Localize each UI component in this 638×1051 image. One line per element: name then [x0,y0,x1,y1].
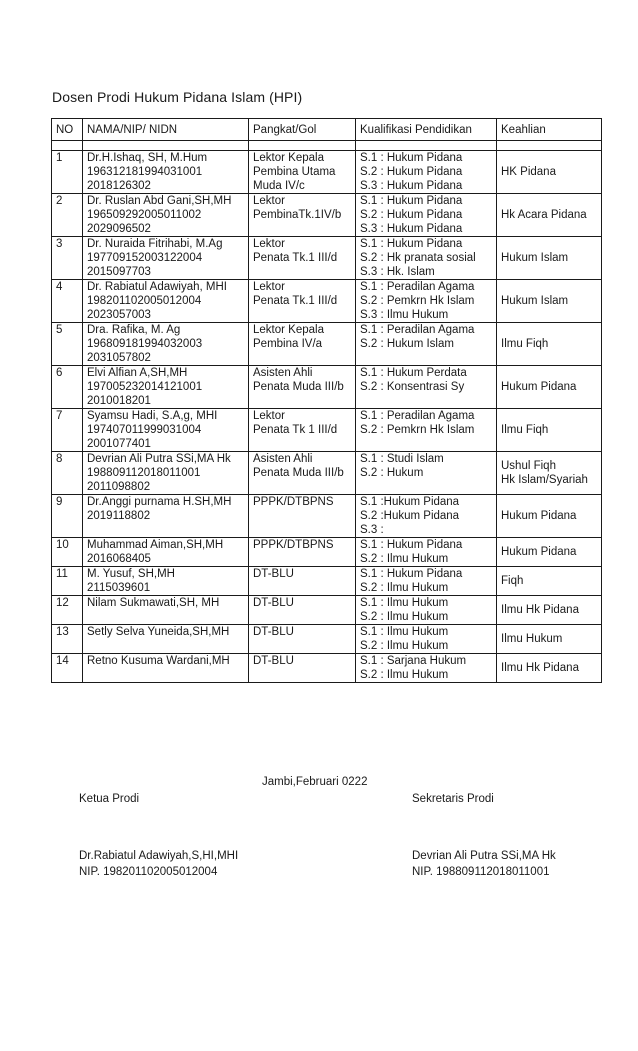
cell-nama [83,237,249,280]
cell-kualifikasi-line: S.2 : Ilmu Hukum [360,582,449,594]
cell-nama-line: 2010018201 [87,395,151,407]
table-row [52,452,602,495]
cell-kualifikasi-line: S.1 : Hukum Pidana [360,238,463,250]
cell-pangkat-line: DT-BLU [253,655,294,667]
cell-kualifikasi [356,452,497,495]
cell-keahlian [497,237,602,280]
cell-pangkat-line: Lektor [253,281,285,293]
cell-no: 7 [52,409,83,452]
cell-nama-line: 2018126302 [87,180,151,192]
header-spacer-row [52,141,602,151]
cell-keahlian-line: Hukum Islam [501,252,569,264]
cell-nama-line: Dra. Rafika, M. Ag [87,324,181,336]
cell-pangkat [249,366,356,409]
cell-nama [83,409,249,452]
cell-kualifikasi [356,596,497,625]
cell-keahlian-line: Ilmu Hk Pidana [501,662,579,674]
signature-right-name: Devrian Ali Putra SSi,MA Hk [412,850,556,862]
cell-kualifikasi-line: S.3 : Ilmu Hukum [360,309,449,321]
cell-pangkat [249,194,356,237]
table-row [52,654,602,683]
cell-kualifikasi [356,654,497,683]
cell-keahlian [497,625,602,654]
cell-kualifikasi-line: S.1 : Hukum Pidana [360,195,463,207]
cell-nama-line: Dr.Anggi purnama H.SH,MH [87,496,232,508]
cell-kualifikasi-line: S.2 : Konsentrasi Sy [360,381,465,393]
cell-nama [83,538,249,567]
cell-nama-line: Setly Selva Yuneida,SH,MH [87,626,230,638]
cell-kualifikasi-line: S.2 : Ilmu Hukum [360,669,449,681]
cell-pangkat [249,323,356,366]
table-header-row [52,119,602,141]
cell-nama-line: Dr. Ruslan Abd Gani,SH,MH [87,195,232,207]
cell-pangkat-line: Penata Muda III/b [253,467,344,479]
cell-kualifikasi-line: S.1 : Sarjana Hukum [360,655,467,667]
cell-keahlian [497,151,602,194]
cell-keahlian [497,409,602,452]
cell-kualifikasi-line: S.2 : Ilmu Hukum [360,553,449,565]
cell-nama-line: Dr. Rabiatul Adawiyah, MHI [87,281,227,293]
cell-kualifikasi-line: S.1 : Hukum Pidana [360,152,463,164]
signature-right-role: Sekretaris Prodi [412,793,494,805]
cell-kualifikasi-line: S.1 : Hukum Perdata [360,367,467,379]
cell-keahlian-line: HK Pidana [501,166,556,178]
cell-pangkat-line: Muda IV/c [253,180,305,192]
cell-pangkat [249,409,356,452]
cell-keahlian-line: Ilmu Hk Pidana [501,604,579,616]
cell-no: 9 [52,495,83,538]
cell-pangkat [249,280,356,323]
table-row [52,538,602,567]
cell-pangkat-line: PPPK/DTBPNS [253,539,334,551]
cell-keahlian [497,654,602,683]
cell-nama-line: 196509292005011002 [87,209,202,221]
cell-nama [83,567,249,596]
cell-no: 12 [52,596,83,625]
col-header-keahlian: Keahlian [497,119,602,141]
cell-nama-line: 2023057003 [87,309,151,321]
cell-nama-line: Dr.H.Ishaq, SH, M.Hum [87,152,208,164]
cell-nama [83,654,249,683]
cell-kualifikasi [356,409,497,452]
cell-kualifikasi [356,366,497,409]
cell-nama [83,194,249,237]
cell-nama-line: 198809112018011001 [87,467,201,479]
cell-pangkat-line: Penata Muda III/b [253,381,344,393]
cell-keahlian-line: Hukum Pidana [501,510,577,522]
cell-kualifikasi-line: S.2 : Pemkrn Hk Islam [360,424,475,436]
cell-nama [83,625,249,654]
cell-kualifikasi-line: S.1 : Ilmu Hukum [360,597,449,609]
cell-kualifikasi-line: S.3 : [360,524,384,536]
cell-kualifikasi-line: S.1 : Hukum Pidana [360,568,463,580]
cell-nama [83,280,249,323]
cell-nama-line: 2115039601 [87,582,151,594]
cell-kualifikasi [356,625,497,654]
document-title: Dosen Prodi Hukum Pidana Islam (HPI) [52,89,303,105]
cell-kualifikasi-line: S.2 : Hukum Pidana [360,209,463,221]
cell-no: 6 [52,366,83,409]
cell-pangkat-line: Lektor [253,410,285,422]
cell-nama [83,151,249,194]
signature-left-name: Dr.Rabiatul Adawiyah,S,HI,MHI [79,850,239,862]
cell-no: 4 [52,280,83,323]
cell-keahlian-line: Ushul Fiqh [501,460,556,472]
cell-keahlian-line: Fiqh [501,575,524,587]
cell-pangkat [249,596,356,625]
table-row [52,495,602,538]
table-row [52,194,602,237]
cell-keahlian [497,194,602,237]
cell-nama-line: 2019118802 [87,510,151,522]
cell-no: 3 [52,237,83,280]
cell-nama [83,495,249,538]
table-row [52,280,602,323]
cell-kualifikasi-line: S.2 : Hukum [360,467,424,479]
cell-nama [83,366,249,409]
cell-nama-line: Retno Kusuma Wardani,MH [87,655,230,667]
cell-pangkat [249,538,356,567]
cell-pangkat-line: Pembina Utama [253,166,336,178]
cell-nama-line: 2029096502 [87,223,151,235]
cell-pangkat [249,625,356,654]
cell-kualifikasi-line: S.2 : Hukum Pidana [360,166,463,178]
cell-pangkat-line: Lektor [253,238,285,250]
cell-kualifikasi-line: S.1 : Hukum Pidana [360,539,463,551]
cell-nama [83,452,249,495]
col-header-pangkat: Pangkat/Gol [249,119,356,141]
cell-keahlian [497,323,602,366]
signature-left-nip: NIP. 198201102005012004 [79,866,218,878]
cell-nama-line: Muhammad Aiman,SH,MH [87,539,224,551]
cell-kualifikasi [356,538,497,567]
cell-kualifikasi [356,495,497,538]
cell-keahlian-line: Hukum Pidana [501,546,577,558]
cell-nama [83,323,249,366]
lecturer-table [51,118,602,683]
cell-no: 11 [52,567,83,596]
cell-keahlian [497,495,602,538]
cell-nama-line: 2011098802 [87,481,151,493]
cell-nama-line: 196809181994032003 [87,338,203,350]
cell-no: 10 [52,538,83,567]
cell-nama-line: Devrian Ali Putra SSi,MA Hk [87,453,231,465]
cell-no: 14 [52,654,83,683]
cell-pangkat-line: Penata Tk 1 III/d [253,424,338,436]
cell-pangkat-line: Lektor [253,195,285,207]
cell-kualifikasi-line: S.1 : Ilmu Hukum [360,626,449,638]
table-row [52,366,602,409]
table-row [52,323,602,366]
signature-place-date: Jambi,Februari 0222 [262,776,368,788]
cell-pangkat-line: PembinaTk.1IV/b [253,209,342,221]
col-header-no: NO [52,119,83,141]
cell-kualifikasi-line: S.1 : Peradilan Agama [360,281,475,293]
cell-pangkat-line: Penata Tk.1 III/d [253,295,338,307]
cell-pangkat-line: Pembina IV/a [253,338,323,350]
cell-kualifikasi-line: S.1 : Peradilan Agama [360,324,475,336]
cell-nama-line: 197407011999031004 [87,424,202,436]
cell-nama-line: 196312181994031001 [87,166,203,178]
cell-pangkat-line: DT-BLU [253,626,294,638]
cell-nama [83,596,249,625]
table-row [52,151,602,194]
cell-kualifikasi [356,237,497,280]
cell-keahlian-line: Ilmu Fiqh [501,424,549,436]
cell-nama-line: Elvi Alfian A,SH,MH [87,367,188,379]
cell-nama-line: 197709152003122004 [87,252,203,264]
cell-kualifikasi-line: S.2 : Ilmu Hukum [360,611,449,623]
cell-pangkat-line: Lektor Kepala [253,324,324,336]
cell-pangkat-line: Asisten Ahli [253,453,313,465]
cell-kualifikasi [356,280,497,323]
table-row [52,567,602,596]
cell-keahlian [497,538,602,567]
cell-no: 8 [52,452,83,495]
cell-keahlian-line: Hk Acara Pidana [501,209,587,221]
col-header-nama: NAMA/NIP/ NIDN [83,119,249,141]
table-row [52,237,602,280]
signature-right-nip: NIP. 198809112018011001 [412,866,550,878]
cell-kualifikasi-line: S.2 :Hukum Pidana [360,510,460,522]
cell-pangkat [249,567,356,596]
table-row [52,409,602,452]
cell-pangkat [249,654,356,683]
cell-pangkat-line: Lektor Kepala [253,152,324,164]
cell-nama-line: Syamsu Hadi, S.A,g, MHI [87,410,218,422]
cell-kualifikasi [356,194,497,237]
cell-pangkat-line: DT-BLU [253,568,294,580]
cell-no: 5 [52,323,83,366]
cell-pangkat [249,452,356,495]
cell-keahlian [497,567,602,596]
table-row [52,596,602,625]
cell-keahlian-line: Hk Islam/Syariah [501,474,588,486]
cell-kualifikasi [356,567,497,596]
cell-pangkat-line: PPPK/DTBPNS [253,496,334,508]
cell-nama-line: 2001077401 [87,438,151,450]
cell-keahlian [497,366,602,409]
cell-nama-line: Dr. Nuraida Fitrihabi, M.Ag [87,238,223,250]
signature-left-role: Ketua Prodi [79,793,140,805]
col-header-kualifikasi: Kualifikasi Pendidikan [356,119,497,141]
table-row [52,625,602,654]
cell-nama-line: 198201102005012004 [87,295,202,307]
cell-no: 13 [52,625,83,654]
cell-keahlian [497,452,602,495]
cell-kualifikasi-line: S.2 : Hukum Islam [360,338,454,350]
cell-kualifikasi-line: S.3 : Hukum Pidana [360,223,463,235]
cell-pangkat-line: Asisten Ahli [253,367,313,379]
cell-keahlian [497,280,602,323]
cell-pangkat-line: Penata Tk.1 III/d [253,252,338,264]
cell-keahlian [497,596,602,625]
cell-kualifikasi-line: S.2 : Ilmu Hukum [360,640,449,652]
cell-nama-line: 2015097703 [87,266,151,278]
cell-nama-line: 2031057802 [87,352,151,364]
cell-kualifikasi-line: S.1 : Studi Islam [360,453,444,465]
cell-kualifikasi-line: S.2 : Pemkrn Hk Islam [360,295,475,307]
cell-keahlian-line: Ilmu Fiqh [501,338,549,350]
cell-kualifikasi-line: S.3 : Hukum Pidana [360,180,463,192]
cell-pangkat [249,237,356,280]
cell-kualifikasi-line: S.1 : Peradilan Agama [360,410,475,422]
cell-keahlian-line: Hukum Islam [501,295,569,307]
table-body [52,141,602,683]
cell-kualifikasi-line: S.3 : Hk. Islam [360,266,435,278]
cell-pangkat [249,151,356,194]
cell-kualifikasi-line: S.2 : Hk pranata sosial [360,252,476,264]
cell-no: 2 [52,194,83,237]
cell-nama-line: Nilam Sukmawati,SH, MH [87,597,220,609]
cell-kualifikasi [356,151,497,194]
cell-nama-line: M. Yusuf, SH,MH [87,568,175,580]
cell-kualifikasi-line: S.1 :Hukum Pidana [360,496,460,508]
cell-kualifikasi [356,323,497,366]
cell-keahlian-line: Ilmu Hukum [501,633,563,645]
cell-nama-line: 197005232014121001 [87,381,203,393]
cell-pangkat-line: DT-BLU [253,597,294,609]
cell-keahlian-line: Hukum Pidana [501,381,577,393]
cell-pangkat [249,495,356,538]
cell-no: 1 [52,151,83,194]
cell-nama-line: 2016068405 [87,553,151,565]
